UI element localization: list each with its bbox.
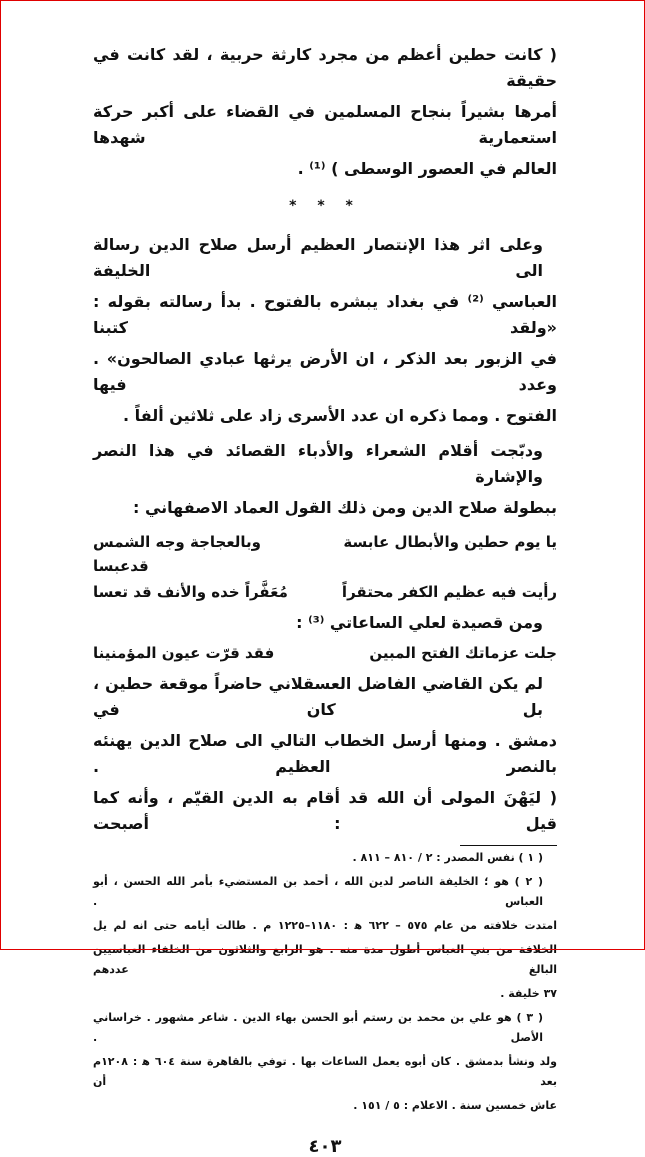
footnote-line: ( ١ ) نفس المصدر : ٢ / ٨١٠ – ٨١١ .: [352, 851, 543, 864]
section-separator: * * *: [289, 198, 361, 214]
page-number: ٤٠٣: [308, 1136, 342, 1157]
body-line: ( ليَهْنَ المولى أن الله قد أقام به الدين القيّم ، وأنه كما قيل : أصبحت: [93, 788, 557, 833]
footnote-line: عاش خمسين سنة . الاعلام : ٥ / ١٥١ .: [353, 1099, 557, 1112]
footnote-line: امتدت خلافته من عام ٥٧٥ – ٦٢٢ ﻫ : ١١٨٠–١٢٢٥ م . طالت أيامه حتى انه لم يل: [93, 919, 558, 932]
footnote-line: ولد ونشأ بدمشق . كان أبوه يعمل الساعات بها . توفي بالقاهرة سنة ٦٠٤ ﻫ : ١٢٠٨م بعد أن: [93, 1055, 557, 1088]
body-line: ( كانت حطين أعظم من مجرد كارثة حربية ، لقد كانت في حقيقة: [93, 45, 557, 90]
verse-line: [93, 641, 557, 665]
body-line: أمرها بشيراً بنجاح المسلمين في القضاء على أكبر حركة استعمارية شهدها: [93, 102, 557, 147]
body-line: لم يكن القاضي الفاضل العسقلاني حاضراً موقعة حطين ، بل كان في: [93, 674, 543, 719]
body-line: في الزبور بعد الذكر ، ان الأرض يرثها عبادي الصالحون» . وعدد فيها: [93, 349, 557, 394]
body-line: الفتوح . ومما ذكره ان عدد الأسرى زاد على ثلاثين ألفاً .: [123, 406, 557, 425]
verse-hemistich: مُعَفَّراً خده والأنف قد تعسا: [93, 583, 288, 601]
footnote-line: ( ٣ ) هو علي بن محمد بن رستم أبو الحسن بهاء الدين . شاعر مشهور . خراساني الأصل .: [93, 1011, 544, 1044]
page-content: [93, 42, 557, 1157]
verse-hemistich: جلت عزماتك الفتح المبين: [369, 644, 557, 662]
verse-hemistich: رأيت فيه عظيم الكفر محتقراً: [341, 583, 557, 601]
verse-line: [93, 530, 557, 578]
body-line: ودبّجت أقلام الشعراء والأدباء القصائد في هذا النصر والإشارة: [93, 441, 543, 486]
footnote-line: الخلافة من بني العباس أطول مدة منه . هو الرابع والثلاثون من الخلفاء العباسيين البالغ عددهم: [93, 943, 557, 976]
body-line: العباسي ⁽²⁾ في بغداد يبشره بالفتوح . بدأ رسالته بقوله : «ولقد كتبنا: [93, 292, 557, 337]
body-line: ومن قصيدة لعلي الساعاتي ⁽³⁾ :: [296, 613, 543, 632]
body-line: وعلى اثر هذا الإنتصار العظيم أرسل صلاح الدين رسالة الى الخليفة: [93, 235, 543, 280]
body-line: العالم في العصور الوسطى ) ⁽¹⁾ .: [297, 159, 557, 178]
verse-hemistich: وبالعجاجة وجه الشمس قدعبسا: [93, 533, 262, 575]
verse-line: [93, 580, 557, 604]
body-line: دمشق . ومنها أرسل الخطاب التالي الى صلاح الدين يهنئه بالنصر العظيم .: [93, 731, 557, 776]
footnote-line: ٣٧ خليفة .: [500, 987, 557, 1000]
verse-hemistich: فقد قرّت عيون المؤمنينا: [93, 644, 275, 662]
body-line: ببطولة صلاح الدين ومن ذلك القول العماد الاصفهاني :: [132, 498, 557, 517]
footnote-divider: [460, 845, 557, 846]
verse-hemistich: يا يوم حطين والأبطال عابسة: [343, 533, 557, 551]
footnote-line: ( ٢ ) هو ؛ الخليفة الناصر لدين الله ، أحمد بن المستضيء بأمر الله الحسن ، أبو العباس .: [93, 875, 543, 908]
